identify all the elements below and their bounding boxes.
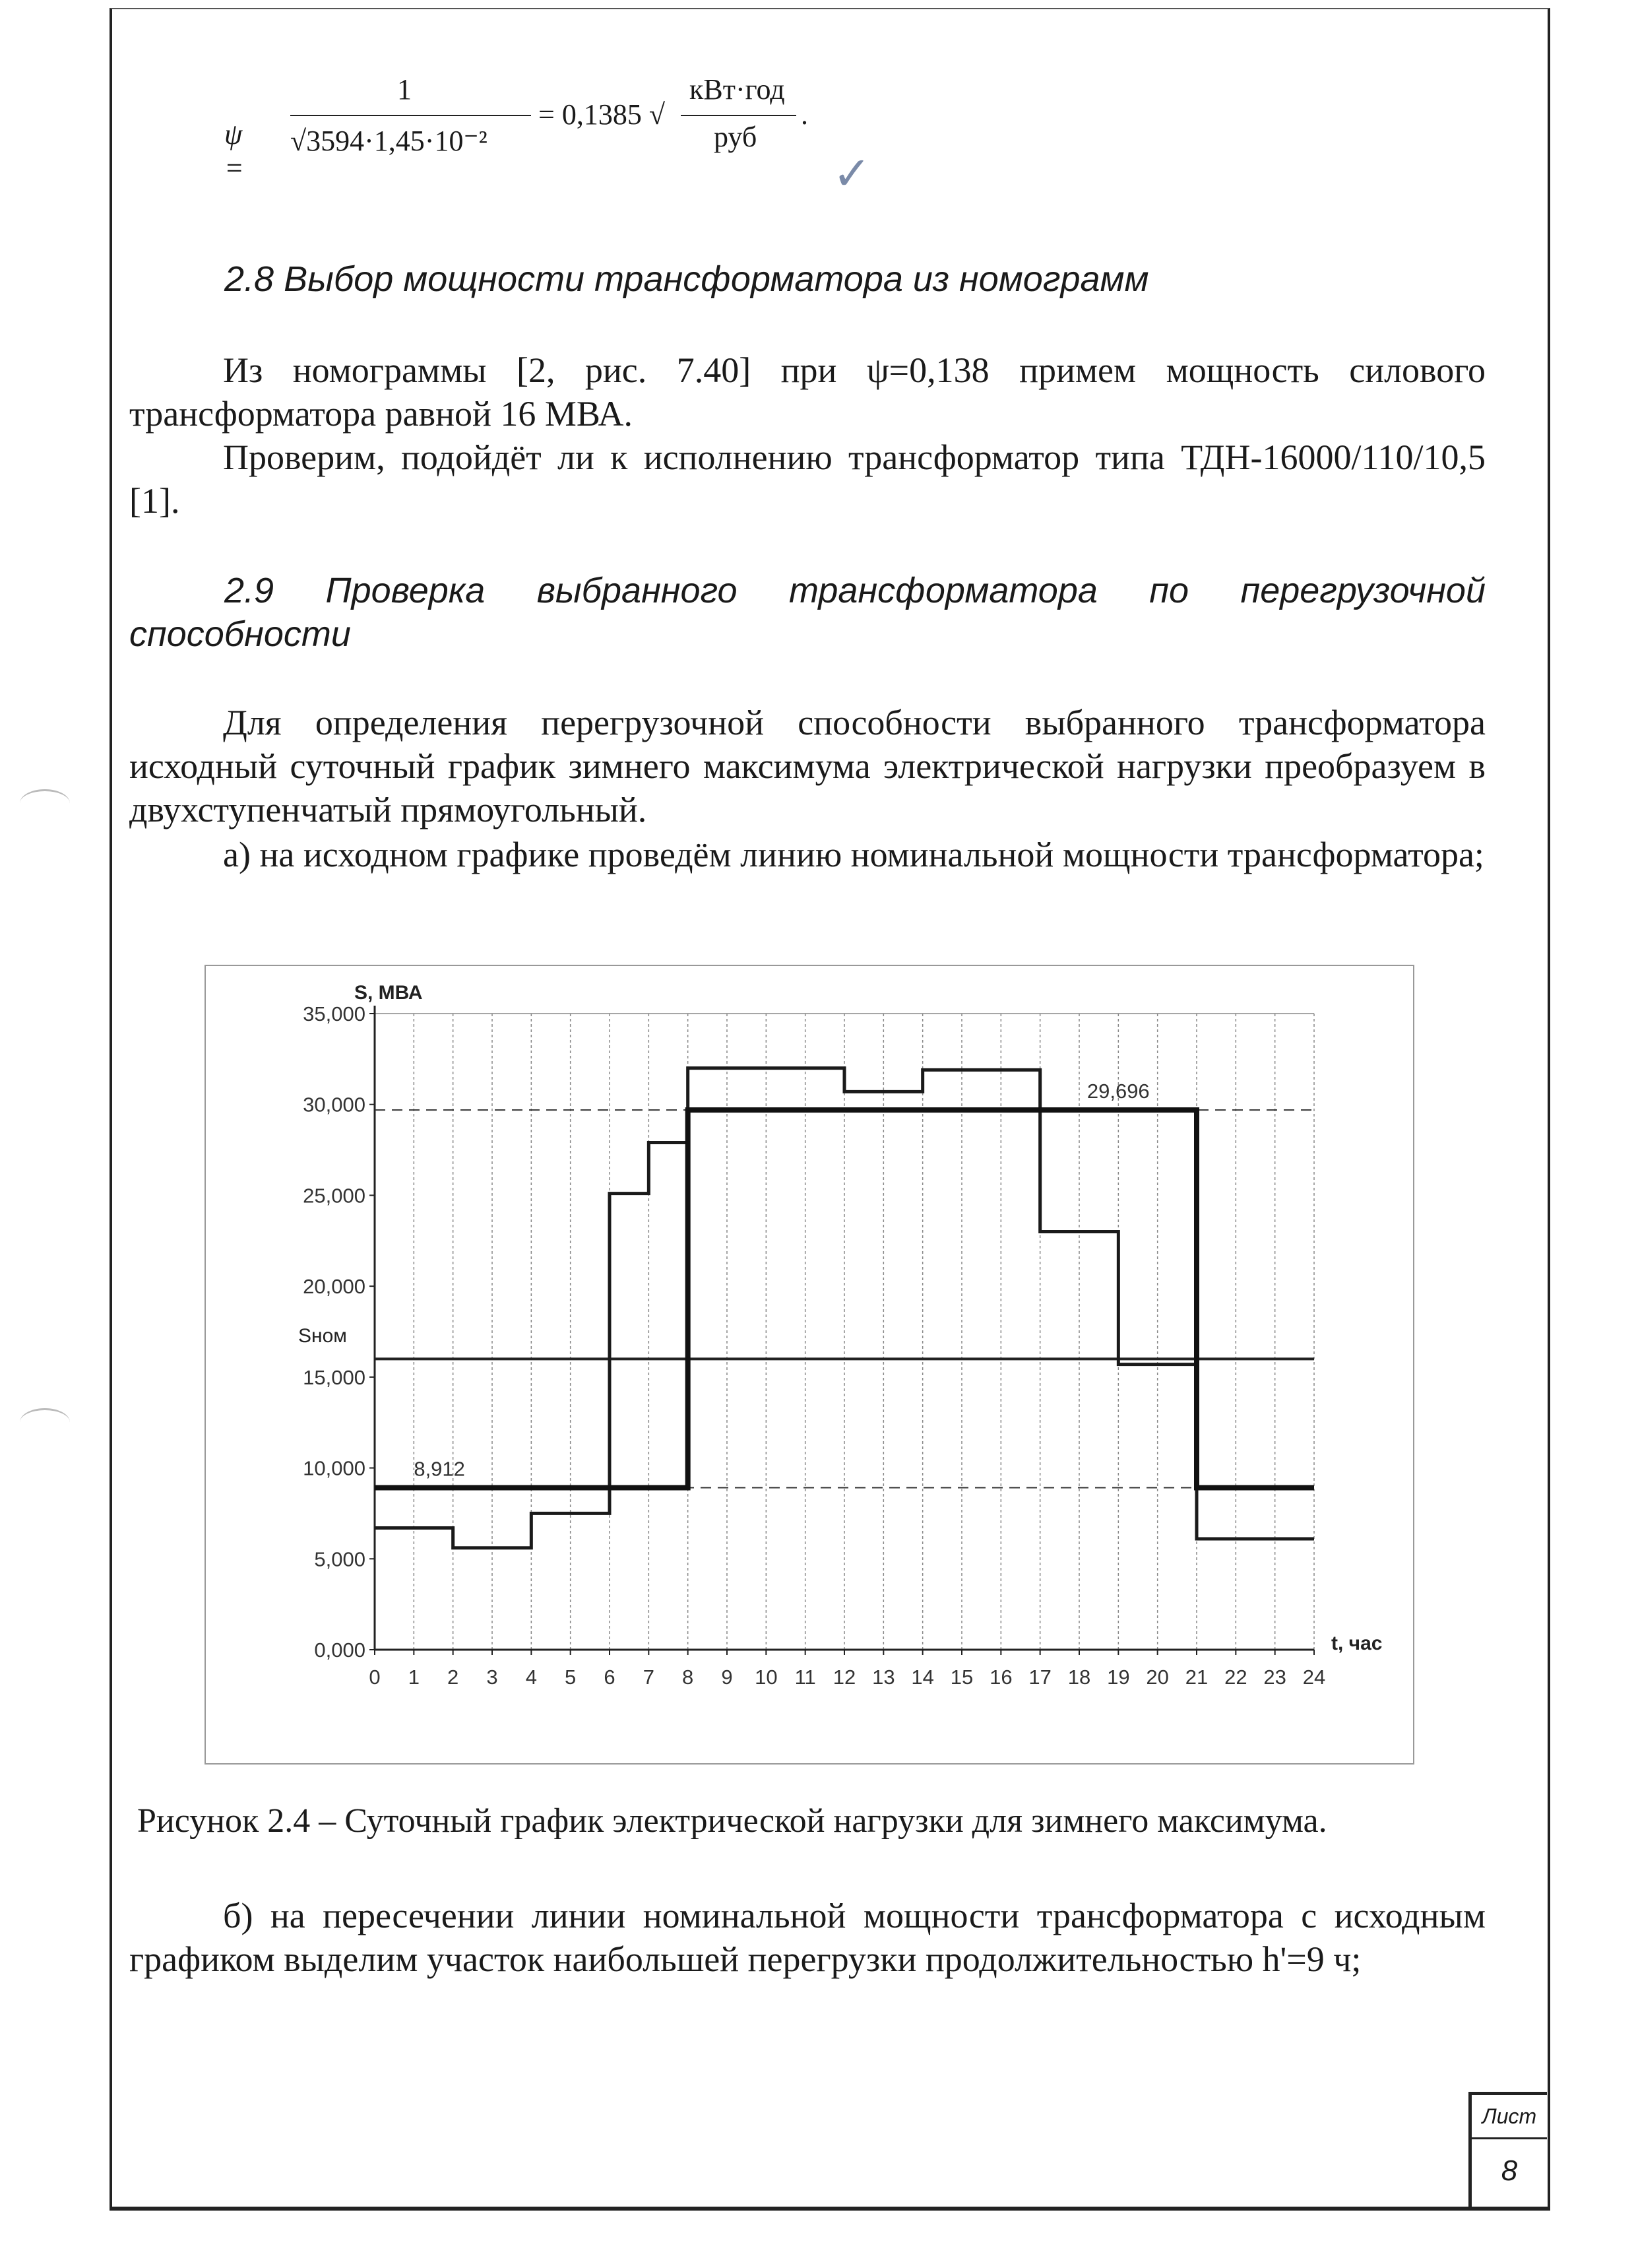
sheet-stamp <box>1468 2092 1547 2207</box>
x-tick-label: 19 <box>1107 1666 1130 1689</box>
punch-hole-mark <box>20 789 70 818</box>
x-tick-label: 23 <box>1263 1666 1286 1689</box>
original-load-series <box>375 1068 1314 1548</box>
x-tick-label: 0 <box>369 1666 381 1689</box>
section-2-9-heading-line1: 2.9 Проверка выбранного трансформатора по перегрузочной <box>224 571 1486 610</box>
y-tick-label: 5,000 <box>314 1547 365 1571</box>
x-tick-label: 13 <box>872 1666 895 1689</box>
sheet-number: 8 <box>1501 2155 1518 2187</box>
x-tick-label: 17 <box>1028 1666 1052 1689</box>
sheet-label: Лист <box>1472 2095 1547 2139</box>
y-tick-label: 10,000 <box>303 1456 365 1480</box>
formula-unit-numerator: кВт·год <box>689 73 785 106</box>
check-mark-icon: ✓ <box>833 146 871 201</box>
paragraph-text: б) на пересечении линии номинальной мощности трансформатора с исходным графиком выделим участок наибольшей перегрузки продолжительностью h'=9 ч; <box>129 1896 1486 1979</box>
x-tick-label: 3 <box>486 1666 498 1689</box>
formula-end: . <box>801 98 808 131</box>
y-tick-label: 30,000 <box>303 1093 365 1117</box>
x-tick-label: 9 <box>721 1666 733 1689</box>
punch-hole-mark <box>20 1408 70 1437</box>
figure-caption: Рисунок 2.4 – Суточный график электрической нагрузки для зимнего максимума. <box>137 1802 1327 1840</box>
x-tick-label: 1 <box>408 1666 420 1689</box>
chart-xlabel: t, час <box>1331 1633 1383 1654</box>
y-tick-label: 0,000 <box>314 1638 365 1662</box>
x-tick-label: 4 <box>525 1666 537 1689</box>
y-tick-label: 15,000 <box>303 1365 365 1389</box>
x-tick-label: 6 <box>604 1666 615 1689</box>
formula-unit-line <box>681 115 796 116</box>
x-tick-label: 2 <box>447 1666 459 1689</box>
y-tick-label: 20,000 <box>303 1275 365 1299</box>
formula-denominator: √3594·1,45·10⁻² <box>290 125 488 157</box>
x-tick-label: 21 <box>1185 1666 1209 1689</box>
y-tick-label: 35,000 <box>303 1002 365 1025</box>
x-tick-label: 14 <box>911 1666 934 1689</box>
formula-result: = 0,1385 √ <box>538 98 665 131</box>
section-2-9-paragraph-3 <box>129 1894 1486 1981</box>
x-tick-label: 8 <box>682 1666 694 1689</box>
formula-psi: ψ = <box>224 118 244 184</box>
y-tick-label: 25,000 <box>303 1184 365 1208</box>
formula-unit-denominator: руб <box>714 121 757 153</box>
chart-annotation: 8,912 <box>414 1457 465 1481</box>
paragraph-text: а) на исходном графике проведём линию номинальной мощности трансформатора; <box>223 835 1484 874</box>
section-2-8-paragraph-2 <box>129 436 1486 523</box>
x-tick-label: 10 <box>755 1666 778 1689</box>
x-tick-label: 20 <box>1146 1666 1169 1689</box>
formula-fraction-line <box>290 115 531 116</box>
section-2-9-heading-line2: способности <box>129 614 351 654</box>
x-tick-label: 24 <box>1302 1666 1326 1689</box>
section-2-8-heading: 2.8 Выбор мощности трансформатора из номограмм <box>224 259 1149 299</box>
chart-ylabel: S, МВА <box>354 982 423 1004</box>
section-2-9-paragraph-1 <box>129 701 1486 831</box>
paragraph-text: Проверим, подойдёт ли к исполнению трансформатор типа ТДН-16000/110/10,5 [1]. <box>129 437 1486 521</box>
chart-snom-label: Sном <box>298 1325 347 1347</box>
x-tick-label: 12 <box>833 1666 856 1689</box>
x-tick-label: 22 <box>1224 1666 1247 1689</box>
x-tick-label: 7 <box>643 1666 654 1689</box>
x-tick-label: 18 <box>1067 1666 1091 1689</box>
load-chart-svg <box>206 966 1413 1763</box>
section-2-9-paragraph-2 <box>129 833 1486 876</box>
x-tick-label: 15 <box>950 1666 974 1689</box>
formula-numerator: 1 <box>397 73 412 106</box>
x-tick-label: 16 <box>990 1666 1013 1689</box>
x-tick-label: 5 <box>565 1666 577 1689</box>
chart-annotation: 29,696 <box>1086 1080 1150 1103</box>
paragraph-text: Для определения перегрузочной способности выбранного трансформатора исходный суточный график зимнего максимума электрической нагрузки преобразуем в двухступенчатый прямоугольный. <box>129 703 1486 829</box>
load-chart <box>204 965 1414 1765</box>
x-tick-label: 11 <box>794 1666 816 1689</box>
paragraph-text: Из номограммы [2, рис. 7.40] при ψ=0,138 примем мощность силового трансформатора равной 16 МВА. <box>129 350 1486 434</box>
section-2-8-paragraph-1 <box>129 348 1486 436</box>
